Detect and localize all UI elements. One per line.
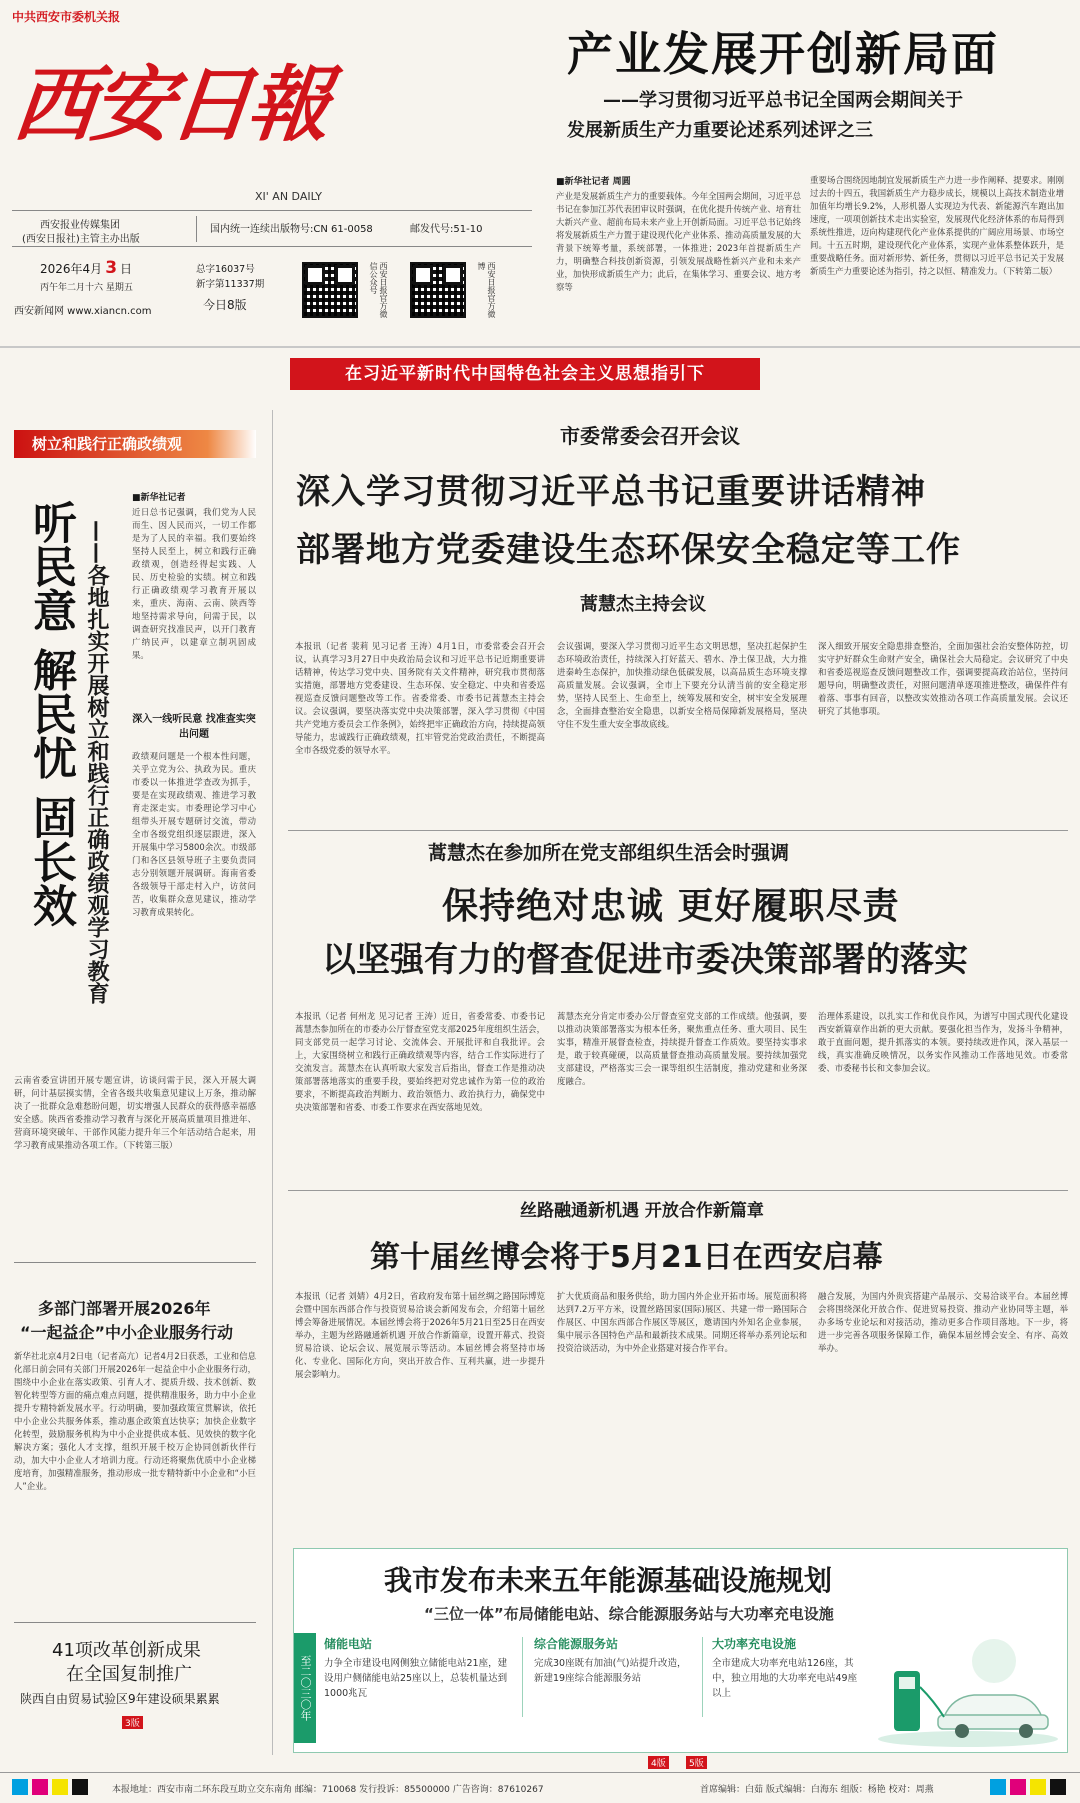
color-registration-marks-right (990, 1776, 1070, 1798)
publisher-line1: 西安报业传媒集团 (40, 220, 120, 231)
energy-item1-title: 储能电站 (324, 1637, 373, 1651)
story2-headline-1: 多部门部署开展2026年 (38, 1299, 211, 1318)
wechat-label: 西安日报官方微信公众号 (369, 262, 388, 318)
guidance-banner: 在习近平新时代中国特色社会主义思想指引下 (290, 358, 760, 390)
cn-number: 国内统一连续出版物号:CN 61-0058 (210, 224, 373, 235)
party-life-headline-1: 保持绝对忠诚 更好履职尽责 (442, 886, 900, 927)
top-story-col1: 产业是发展新质生产力的重要载体。今年全国两会期间，习近平总书记在参加江苏代表团审议时强调，在优化提升传统产业、培育壮大新兴产业、超前布局未来产业上开创新局面。习近平总书记始终将发展新质生产力置于建设现代化产业体系、推动高质量发展的大背景下统筹考量，系统部署，一体推进；2023年首提新质生产力，明确整合科技创新资源，引领发展战略性新兴产业和未来产业，加快形成新质生产力；此后，在集体学习、重要会议、地方考察等 (556, 191, 801, 292)
issue-total: 总字16037号 (196, 264, 255, 275)
issue-new: 新字第11337期 (196, 279, 265, 290)
energy-item1-text: 力争全市建设电网侧独立储能电站21座，建设用户侧储能电站25座以上，总装机量达到1000兆瓦 (324, 1658, 508, 1699)
page-count: 今日8版 (203, 298, 247, 312)
website[interactable]: 西安新闻网 www.xiancn.com (14, 306, 152, 317)
wechat-qr-code[interactable] (302, 262, 358, 318)
energy-side-label: 至二〇三〇年 (294, 1633, 316, 1743)
energy-item2 (534, 1635, 694, 1686)
side-column-section-head: 深入一线听民意 找准查实突出问题 (132, 714, 256, 740)
party-life-kicker: 蒿慧杰在参加所在党支部组织生活会时强调 (428, 842, 790, 864)
date-suffix: 日 (120, 262, 133, 276)
page-ref-4[interactable]: 4版 (648, 1756, 669, 1769)
silk-expo-col1: 本报讯（记者 刘婧）4月2日，省政府发布第十届丝绸之路国际博览会暨中国东西部合作与投资贸易洽谈会新闻发布会，介绍第十届丝博会筹备进展情况。本届丝博会将于2026年5月21日至25日在西安举办，主题为丝路融通新机遇 开放合作新篇章，设置开幕式、投资贸易洽谈、论坛会议、展览展示等活动。本届丝博会将坚持市场化、专业化、国际化方向，突出开放合作、互利共赢，进一步提升展会影响力。 (295, 1291, 545, 1379)
top-story-headline: 产业发展开创新局面 (567, 27, 999, 81)
silk-expo-kicker: 丝路融通新机遇 开放合作新篇章 (520, 1201, 764, 1221)
committee-col1: 本报讯（记者 裴莉 见习记者 王涛）4月1日，市委常委会召开会议，认真学习3月27日中央政治局会议和习近平总书记近期重要讲话精神，传达学习党中央、国务院有关文件精神，研究我市贯彻落实措施，部署地方党委建设、生态环保、安全稳定、中央和省委巡视巡查反馈问题整改等工作。省委常委、市委书记蒿慧杰主持会议。会议强调，要坚决落实党中央决策部署，深入学习贯彻《中国共产党地方委员会工作条例》，始终把牢正确政治方向，持续提高领导能力，忠诚践行正确政绩观，扛牢管党治党政治责任，不断提高全市各级党委的领导水平。 (295, 641, 545, 755)
publisher-line2: (西安日报社)主管主办出版 (22, 234, 140, 245)
party-life-col2: 蒿慧杰充分肯定市委办公厅督查室党支部的工作成绩。他强调，要以推动决策部署落实为根本任务，聚焦重点任务、重大项目、民生实事，精准开展督查检查，持续提升督查工作质效。要坚持实事求是，敢于较真碰硬，以高质量督查推动高质量发展。要持续加强党支部建设，严格落实三会一课等组织生活制度，推动党建和业务深度融合。 (557, 1011, 807, 1086)
energy-headline: 我市发布未来五年能源基础设施规划 (384, 1564, 833, 1597)
committee-col2: 会议强调，要深入学习贯彻习近平生态文明思想，坚决扛起保护生态环境政治责任，持续深入打好蓝天、碧水、净土保卫战，大力推进秦岭生态保护，加快推动绿色低碳发展，以高品质生态环境支撑高质量发展。会议强调，全市上下要充分认清当前的安全稳定形势，坚持人民至上、生命至上，统筹发展和安全，树牢安全发展理念，全面排查整治安全隐患，以新安全格局保障新发展格局，坚决守住不发生重大安全事故底线。 (557, 641, 807, 729)
top-story-col2: 重要场合围绕因地制宜发展新质生产力进一步作阐释、提要求。刚刚过去的十四五，我国新质生产力稳步成长，规模以上高技术制造业增加值年均增长9.2%，人形机器人实现边为代表、新能源汽车跑出加速度，一项项创新技术走出实验室，发展现代化经济体系的布局得到系统性推进，迈向构建现代化产业体系提供的广阔应用场景、市场空间。十五五时期，建设现代化产业体系，实现产业体系整体跃升，是重要战略任务。面对新形势、新任务，贯彻以习近平总书记关于发展新质生产力重要论述为指引，持之以恒、精准发力。（下转第二版） (810, 175, 1064, 276)
energy-subhead: “三位一体”布局储能电站、综合能源服务站与大功率充电设施 (424, 1605, 834, 1623)
newspaper-logo-en: XI' AN DAILY (255, 190, 322, 203)
date-prefix: 2026年4月 (40, 262, 103, 276)
side-column-para2: 云南省委宣讲团开展专题宣讲，访谈问需于民，深入开展大调研，问计基层摸实情，全省各级共收集意见建议上万条，推动解决了一批群众急难愁盼问题，切实增强人民群众的获得感幸福感安全感。陕西省委推动学习教育与深化开展高质量项目推进年、营商环境突破年、干部作风能力提升年三个年活动结合起来，用学习教育成果推动各项工作。（下转第三版） (14, 1075, 256, 1150)
story3-subhead: 陕西自由贸易试验区9年建设硕果累累 (20, 1692, 220, 1706)
ev-charging-illustration (874, 1631, 1062, 1749)
newspaper-logo: 西安日報 (8, 57, 332, 153)
party-tag: 中共西安市委机关报 (12, 10, 121, 24)
story3-headline-2: 在全国复制推广 (66, 1664, 192, 1685)
story2-body: 新华社北京4月2日电（记者高亢）记者4月2日获悉，工业和信息化部日前会同有关部门开展2026年一起益企中小企业服务行动，围绕中小企业在落实政策、引育人才、提质升级、技术创新、数智化转型等方面的痛点难点问题，提供精准服务，助力中小企业提升专精特新发展水平。行动明确，要加强政策宣贯解读，依托中小企业公共服务体系，推动惠企政策直达快享；加快企业数字化转型，鼓励服务机构为中小企业提供成本低、见效快的数字化解决方案；强化人才支撑，组织开展千校万企协同创新伙伴行动，加大中小企业人才培训力度。行动还将聚焦优质中小企业梯度培育，加强精准服务，推动形成一批专精特新中小企业和“小巨人”企业。 (14, 1351, 256, 1491)
page-ref-5[interactable]: 5版 (686, 1756, 707, 1769)
energy-item3-text: 全市建成大功率充电站126座，其中，独立用地的大功率充电站49座以上 (712, 1658, 858, 1699)
energy-item1 (324, 1635, 514, 1701)
weibo-qr-code[interactable] (410, 262, 466, 318)
energy-item2-text: 完成30座既有加油(气)站提升改造，新建19座综合能源服务站 (534, 1658, 687, 1684)
top-story-byline: ■新华社记者 周圆 (556, 177, 631, 187)
side-column-para1: 政绩观问题是一个根本性问题，关乎立党为公、执政为民。重庆市委以一体推进学查改为抓手，要是在实现政绩观、推进学习教育走深走实。市委理论学习中心组带头开展专题研讨交流，带动全市各级党组织逐层跟进，深入开展集中学习5800余次。市级部门和各区县领导班子主要负责同志分别领题开展调研。海南省委各级领导干部走村入户，访贫问苦，收集群众意见建议，推动学习教育成果转化。 (132, 751, 256, 917)
party-life-col3: 治理体系建设，以扎实工作和优良作风，为谱写中国式现代化建设西安新篇章作出新的更大贡献。要强化担当作为，发扬斗争精神，敢于直面问题，提升抓落实的本领。要持续改进作风，深入基层一线，真实准确反映情况，以务实作风推动工作落地见效。市委常委、市委秘书长和文参加会议。 (818, 1011, 1068, 1073)
party-life-col1: 本报讯（记者 何州龙 见习记者 王涛）近日，省委常委、市委书记蒿慧杰参加所在的市委办公厅督查室党支部2025年度组织生活会，同支部党员一起学习讨论、交流体会、开展批评和自我批评。会上，大家围绕树立和践行正确政绩观等内容，结合工作实际进行了交流发言。蒿慧杰在认真听取大家发言后指出，督查工作是推动决策部署落地落实的重要手段，要始终把对党忠诚作为第一位的政治要求，不断提高政治判断力、政治领悟力、政治执行力，确保党中央决策部署和省委、市委工作要求在西安落地见效。 (295, 1011, 545, 1112)
silk-expo-col3: 融合发展，为国内外贵宾搭建产品展示、交易洽谈平台。本届丝博会将围绕深化开放合作、促进贸易投资、推动产业协同等主题，举办多场专业论坛和对接活动，推动更多合作项目落地。下一步，将进一步完善各项服务保障工作，确保本届丝博会安全、有序、高效举办。 (818, 1291, 1068, 1353)
weibo-label: 西安日报官方微博 (477, 262, 496, 318)
party-life-headline-2: 以坚强有力的督查促进市委决策部署的落实 (322, 940, 968, 980)
silk-expo-col2: 扩大优质商品和服务供给，助力国内外企业开拓市场。展览面积将达到7.2万平方米，设置丝路国家(国际)展区、共建一带一路国际合作展区、中国东西部合作展区等展区，邀请国内外知名企业参展，集中展示各国特色产品和最新技术成果。同期还将举办系列论坛和投资洽谈活动，为中外企业搭建对接合作平台。 (557, 1291, 807, 1353)
silk-expo-headline: 第十届丝博会将于5月21日在西安启幕 (370, 1240, 883, 1275)
date-day: 3 (105, 258, 118, 278)
side-column-vertical-subtitle: ——各地扎实开展树立和践行正确政绩观学习教育 (84, 520, 109, 1004)
footer-editors: 首席编辑：白茹 版式编辑：白海东 组版：杨艳 校对：周燕 (700, 1785, 934, 1795)
energy-plan-box (293, 1548, 1068, 1753)
energy-item3-title: 大功率充电设施 (712, 1637, 797, 1651)
story3-headline-1: 41项改革创新成果 (52, 1640, 201, 1661)
lunar-date: 丙午年二月十六 星期五 (40, 283, 133, 293)
top-story-subhead-2: 发展新质生产力重要论述系列述评之三 (567, 120, 873, 141)
post-code: 邮发代号:51-10 (410, 224, 483, 235)
color-registration-marks-left (12, 1776, 102, 1798)
footer-address: 本报地址：西安市南二环东段互助立交东南角 邮编：710068 发行投诉：85500000 广告咨询：87610267 (112, 1785, 544, 1795)
story3-page-ref[interactable]: 3版 (122, 1716, 143, 1729)
story2-headline-2: “一起益企”中小企业服务行动 (20, 1323, 234, 1342)
committee-headline-1: 深入学习贯彻习近平总书记重要讲话精神 (296, 472, 926, 512)
committee-col3: 深入细致开展安全隐患排查整治，全面加强社会治安整体防控，切实守护好群众生命财产安全，确保社会大局稳定。会议研究了中央和省委巡视巡查反馈问题整改工作，强调要提高政治站位，坚持问题导向，明确整改责任，对照问题清单逐项推进整改，确保件件有着落、事事有回音，以整改实效推动各项工作高质量发展。会议还研究了其他事项。 (818, 641, 1068, 716)
side-column-byline: ■新华社记者 (132, 493, 186, 503)
committee-kicker: 市委常委会召开会议 (560, 424, 740, 448)
energy-item3 (712, 1635, 862, 1701)
side-column-big-title: 听民意 解民忧 固长效 (25, 500, 76, 927)
energy-item2-title: 综合能源服务站 (534, 1637, 619, 1651)
committee-host: 蒿慧杰主持会议 (580, 594, 706, 615)
top-story-subhead-1: ——学习贯彻习近平总书记全国两会期间关于 (603, 90, 963, 111)
side-column-banner: 树立和践行正确政绩观 (14, 430, 256, 458)
committee-headline-2: 部署地方党委建设生态环保安全稳定等工作 (296, 530, 961, 570)
side-column-intro: 近日总书记强调，我们党为人民而生、因人民而兴，一切工作都是为了人民的幸福。我们要始终坚持人民至上，树立和践行正确政绩观，创造经得起实践、人民、历史检验的实绩。树立和践行正确政绩观学习教育开展以来，重庆、海南、云南、陕西等地坚持需求导向，问需于民，以调查研究找准民声，以开门教育广纳民声，以建章立制巩固成果。 (132, 507, 256, 660)
